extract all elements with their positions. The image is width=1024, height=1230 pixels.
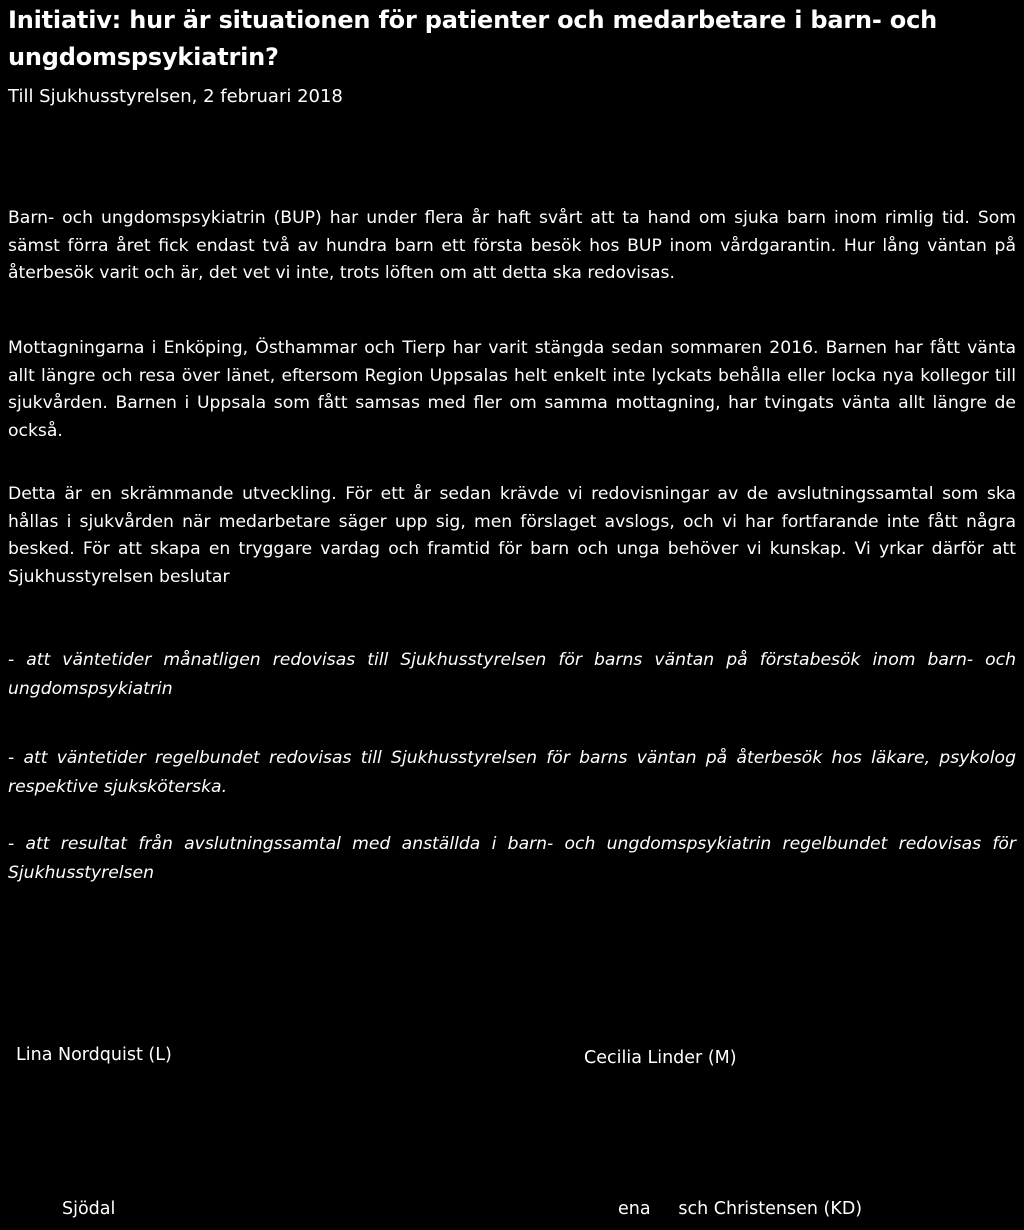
paragraph-intro: Barn- och ungdomspsykiatrin (BUP) har under flera år haft svårt att ta hand om sjuka barn inom rimlig tid. Som sämst förra året fick endast två av hundra barn ett första besök hos BUP inom vårdgarantin. Hur lång väntan på återbesök varit och är, det vet vi inte, trots löften om att detta ska redovisas. xyxy=(8,208,1016,283)
request-item-exit-interviews: - att resultat från avslutningssamtal med anställda i barn- och ungdomspsykiatrin regelbundet redovisas för Sjukhusstyrelsen xyxy=(8,834,1016,883)
request-item-first-visit: - att väntetider månatligen redovisas till Sjukhusstyrelsen för barns väntan på förstabesök inom barn- och ungdomspsykiatrin xyxy=(8,650,1016,699)
paragraph-clinics: Mottagningarna i Enköping, Östhammar och Tierp har varit stängda sedan sommaren 2016. Barnen har fått vänta allt längre och resa över länet, eftersom Region Uppsalas helt enkelt inte lyckats behålla eller locka nya kollegor till sjukvården. Barnen i Uppsala som fått samsas med fler om samma mottagning, har tvingats vänta allt längre de också. xyxy=(8,338,1016,441)
signature-cecilia-linder: Cecilia Linder (M) xyxy=(584,1048,737,1068)
document-title: Initiativ: hur är situationen för patienter och medarbetare i barn- och ungdomspsykiatrin? xyxy=(8,6,937,71)
paragraph-proposal: Detta är en skrämmande utveckling. För ett år sedan krävde vi redovisningar av de avslutningssamtal som ska hållas i sjukvården när medarbetare säger upp sig, men förslaget avslogs, och vi har fortfarande inte fått några besked. För att skapa en tryggare vardag och framtid för barn och unga behöver vi kunskap. Vi yrkar därför att Sjukhusstyrelsen beslutar xyxy=(8,484,1016,587)
signature-christensen: ena sch Christensen (KD) xyxy=(618,1199,863,1219)
signature-sjodal: Sjödal xyxy=(62,1199,116,1219)
addressee-line: Till Sjukhusstyrelsen, 2 februari 2018 xyxy=(8,86,343,107)
signature-lina-nordquist: Lina Nordquist (L) xyxy=(16,1045,172,1065)
request-item-return-visit: - att väntetider regelbundet redovisas till Sjukhusstyrelsen för barns väntan på återbesök hos läkare, psykolog respektive sjuksköterska. xyxy=(8,748,1016,797)
